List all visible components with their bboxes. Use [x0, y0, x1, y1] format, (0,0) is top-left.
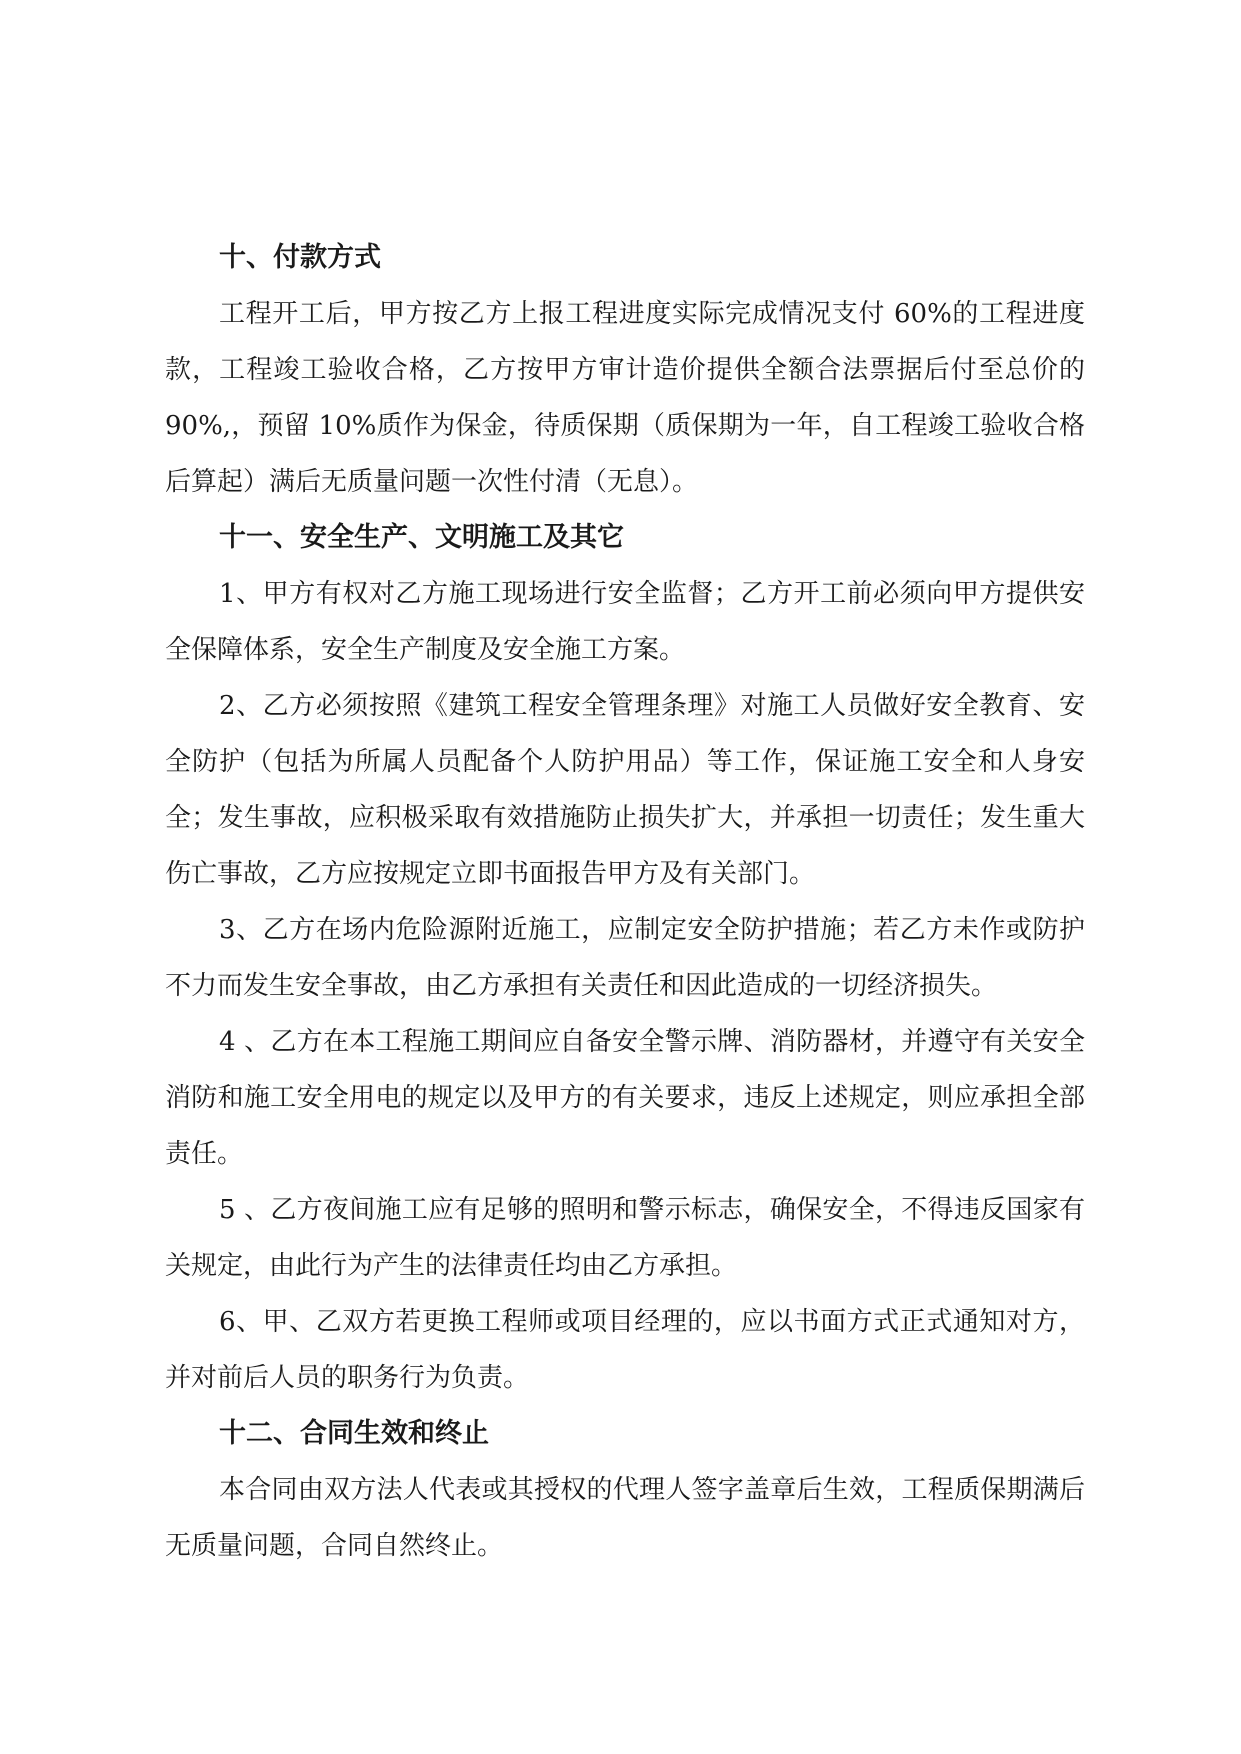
paragraph: 6、甲、乙双方若更换工程师或项目经理的，应以书面方式正式通知对方，并对前后人员的职务行为负责。	[165, 1307, 1085, 1393]
section-effect-termination	[165, 1406, 1085, 1574]
section-payment	[165, 230, 1085, 510]
section-heading: 十一、安全生产、文明施工及其它	[219, 522, 624, 553]
paragraph: 本合同由双方法人代表或其授权的代理人签字盖章后生效，工程质保期满后无质量问题，合同自然终止。	[165, 1475, 1085, 1561]
paragraph: 工程开工后，甲方按乙方上报工程进度实际完成情况支付 60%的工程进度款，工程竣工验收合格，乙方按甲方审计造价提供全额合法票据后付至总价的 90%,，预留 10%质作为保金，待质保期（质保期为一年，自工程竣工验收合格后算起）满后无质量问题一次性付清（无息）。	[165, 299, 1085, 497]
section-heading: 十、付款方式	[219, 242, 381, 273]
paragraph: 1、甲方有权对乙方施工现场进行安全监督；乙方开工前必须向甲方提供安全保障体系，安全生产制度及安全施工方案。	[165, 579, 1085, 665]
section-safety	[165, 510, 1085, 1406]
paragraph: 2、乙方必须按照《建筑工程安全管理条理》对施工人员做好安全教育、安全防护（包括为所属人员配备个人防护用品）等工作，保证施工安全和人身安全；发生事故，应积极采取有效措施防止损失扩大，并承担一切责任；发生重大伤亡事故，乙方应按规定立即书面报告甲方及有关部门。	[165, 691, 1085, 889]
document-page	[165, 230, 1085, 1574]
section-heading: 十二、合同生效和终止	[219, 1418, 489, 1449]
paragraph: 5 、乙方夜间施工应有足够的照明和警示标志，确保安全，不得违反国家有关规定，由此行为产生的法律责任均由乙方承担。	[165, 1195, 1085, 1281]
paragraph: 3、乙方在场内危险源附近施工，应制定安全防护措施；若乙方未作或防护不力而发生安全事故，由乙方承担有关责任和因此造成的一切经济损失。	[165, 915, 1085, 1001]
paragraph: 4 、乙方在本工程施工期间应自备安全警示牌、消防器材，并遵守有关安全消防和施工安全用电的规定以及甲方的有关要求，违反上述规定，则应承担全部责任。	[165, 1027, 1085, 1169]
